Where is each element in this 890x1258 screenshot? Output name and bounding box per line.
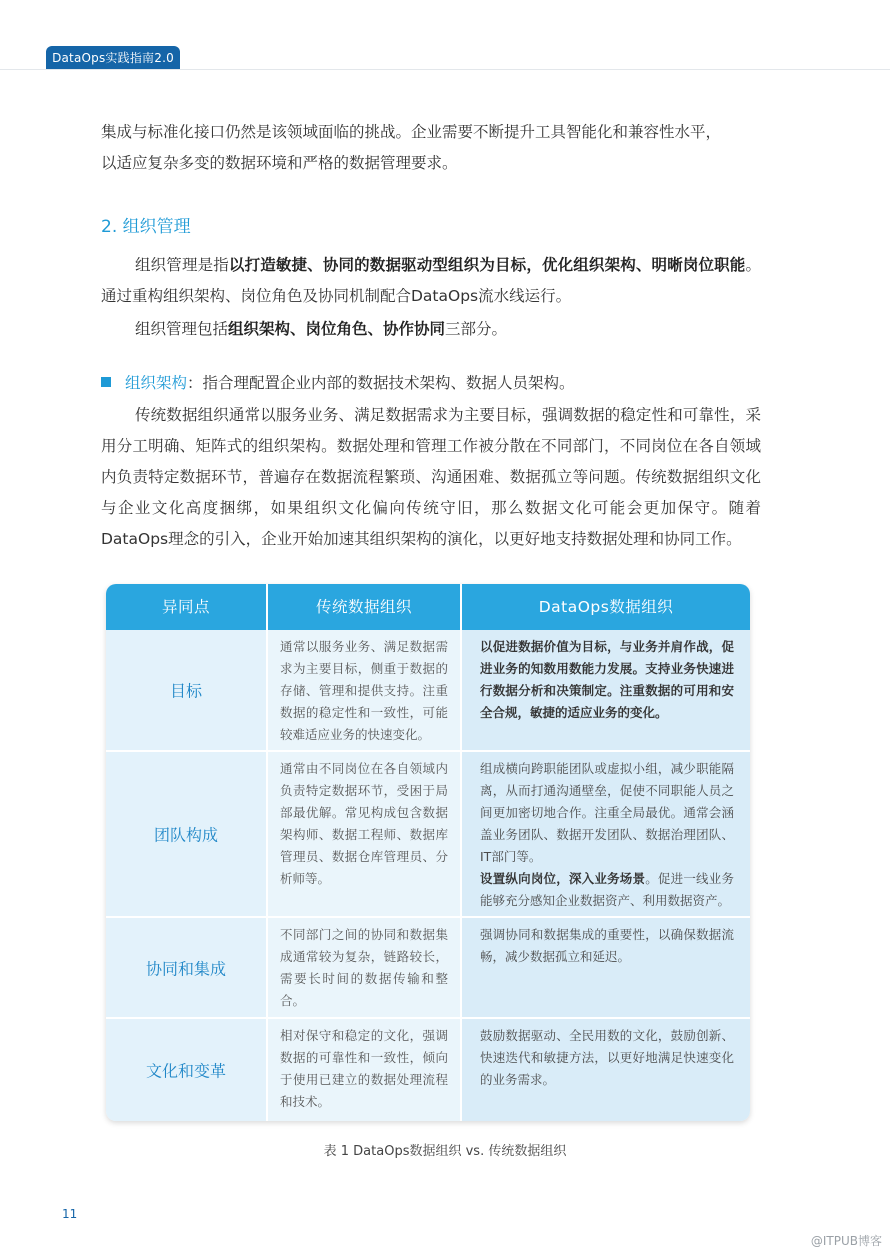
aspect-cell <box>106 918 266 1017</box>
traditional-text: 通常以服务业务、满足数据需求为主要目标，侧重于数据的存储、管理和提供支持。注重数据的稳定性和一致性，可能较难适应业务的快速变化。 <box>280 639 448 742</box>
p2-suffix: 三部分。 <box>445 320 508 338</box>
aspect-cell <box>106 1019 266 1121</box>
header-traditional: 传统数据组织 <box>315 598 412 616</box>
watermark: @ITPUB博客 <box>810 1234 882 1248</box>
dataops-bold: 设置纵向岗位，深入业务场景 <box>480 871 646 886</box>
p2-prefix: 组织管理包括 <box>135 320 229 338</box>
table-row <box>106 918 750 1017</box>
dataops-text: 强调协同和数据集成的重要性，以确保数据流畅，减少数据孤立和延迟。 <box>480 927 734 964</box>
traditional-cell <box>268 918 460 1017</box>
traditional-text: 不同部门之间的协同和数据集成通常较为复杂，链路较长，需要长时间的数据传输和整合。 <box>280 927 448 1008</box>
p2-bold: 组织架构、岗位角色、协作协同 <box>228 320 446 338</box>
header-tab: DataOps实践指南2.0 <box>46 46 180 70</box>
header-aspect: 异同点 <box>161 598 210 616</box>
dataops-cell <box>462 918 750 1017</box>
table-caption: 表 1 DataOps数据组织 vs. 传统数据组织 <box>323 1144 567 1159</box>
dataops-cell <box>462 752 750 916</box>
intro-line-2: 以适应复杂多变的数据环境和严格的数据管理要求。 <box>101 154 458 172</box>
comparison-table <box>106 584 750 1121</box>
dataops-cell <box>462 630 750 750</box>
dataops-cell <box>462 1019 750 1121</box>
section-paragraph-1 <box>101 250 761 312</box>
p1-prefix: 组织管理是指 <box>135 256 229 274</box>
dataops-suffix: 。促进一线业务能够充分感知企业数据资产、利用数据资产。 <box>480 871 734 908</box>
table-row <box>106 1019 750 1121</box>
table-row <box>106 752 750 916</box>
aspect-label: 目标 <box>169 681 202 701</box>
body-paragraph: 传统数据组织通常以服务业务、满足数据需求为主要目标，强调数据的稳定性和可靠性，采用分工明确、矩阵式的组织架构。数据处理和管理工作被分散在不同部门，不同岗位在各自领域内负责特定数据环节，普遍存在数据流程繁琐、沟通困难、数据孤立等问题。传统数据组织文化与企业文化高度捆绑，如果组织文化偏向传统守旧，那么数据文化可能会更加保守。随着DataOps理念的引入，企业开始加速其组织架构的演化，以更好地支持数据处理和协同工作。 <box>101 406 761 548</box>
table-header <box>106 584 750 630</box>
table-row <box>106 630 750 750</box>
traditional-cell <box>268 752 460 916</box>
section-paragraph-2 <box>101 314 761 345</box>
dataops-text: 组成横向跨职能团队或虚拟小组，减少职能隔离，从而打通沟通壁垒，促使不同职能人员之间更加密切地合作。注重全局最优。通常会涵盖业务团队、数据开发团队、数据治理团队、IT部门等。 <box>480 761 734 864</box>
header-rule <box>0 69 890 70</box>
header-dataops: DataOps数据组织 <box>538 598 674 616</box>
p1-bold: 以打造敏捷、协同的数据驱动型组织为目标，优化组织架构、明晰岗位职能 <box>228 256 746 274</box>
dataops-bold: 以促进数据价值为目标，与业务并肩作战，促进业务的知数用数能力发展。支持业务快速进行数据分析和决策制定。注重数据的可用和安全合规，敏捷的适应业务的变化。 <box>480 639 734 720</box>
aspect-cell <box>106 752 266 916</box>
section-title: 2. 组织管理 <box>101 217 191 237</box>
square-bullet-icon <box>101 377 111 387</box>
aspect-label: 协同和集成 <box>145 959 226 978</box>
intro-line-1: 集成与标准化接口仍然是该领域面临的挑战。企业需要不断提升工具智能化和兼容性水平， <box>101 123 722 141</box>
bullet-text: ：指合理配置企业内部的数据技术架构、数据人员架构。 <box>187 374 575 392</box>
traditional-text: 相对保守和稳定的文化，强调数据的可靠性和一致性，倾向于使用已建立的数据处理流程和技术。 <box>280 1028 448 1109</box>
dataops-text-2 <box>480 868 734 912</box>
bullet-key: 组织架构 <box>125 374 188 392</box>
aspect-cell <box>106 630 266 750</box>
p1-suffix: 。通过重构组织架构、岗位角色及协同机制配合DataOps流水线运行。 <box>101 256 761 305</box>
traditional-cell <box>268 1019 460 1121</box>
traditional-text: 通常由不同岗位在各自领域内负责特定数据环节，受困于局部最优解。常见构成包含数据架构师、数据工程师、数据库管理员、数据仓库管理员、分析师等。 <box>280 761 448 886</box>
page-number: 11 <box>62 1207 78 1221</box>
bullet-item <box>101 368 761 399</box>
traditional-cell <box>268 630 460 750</box>
dataops-text: 鼓励数据驱动、全民用数的文化，鼓励创新、快速迭代和敏捷方法，以更好地满足快速变化的业务需求。 <box>480 1028 734 1087</box>
aspect-label: 文化和变革 <box>145 1061 226 1081</box>
aspect-label: 团队构成 <box>153 825 218 845</box>
dataops-text <box>480 636 734 724</box>
